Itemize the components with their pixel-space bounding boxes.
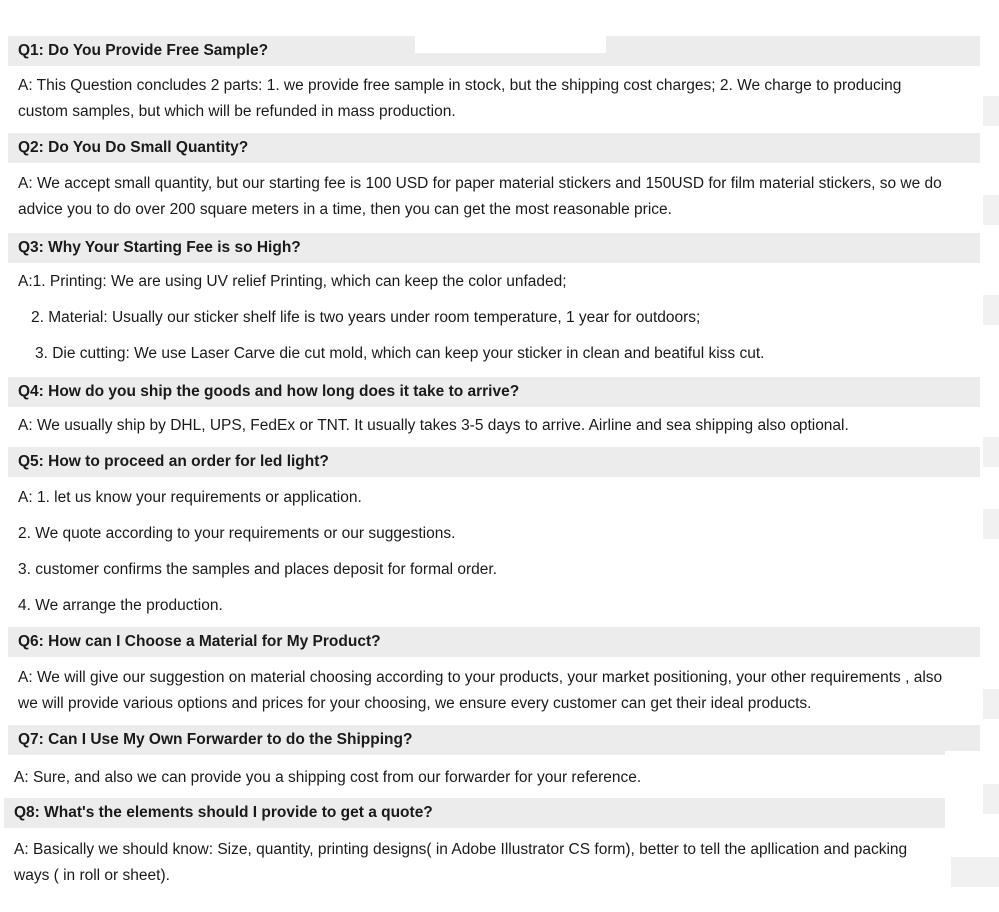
- bar-notch: [945, 751, 980, 755]
- faq-question-5: Q5: How to proceed an order for led light?: [8, 447, 980, 477]
- faq-answer-6-line-2: we will provide various options and prices for your choosing, we ensure every customer can get their ideal products.: [18, 695, 812, 712]
- faq-answer-2-line-2: advice you to do over 200 square meters in a time, then you can get the most reasonable price.: [18, 201, 672, 218]
- faq-question-6: Q6: How can I Choose a Material for My Product?: [8, 627, 980, 657]
- faq-answer-1-line-1: A: This Question concludes 2 parts: 1. we provide free sample in stock, but the shipping cost charges; 2. We charge to producing: [18, 77, 902, 94]
- right-edge-block: [983, 509, 999, 539]
- header-gap: [415, 36, 606, 53]
- faq-question-4: Q4: How do you ship the goods and how long does it take to arrive?: [8, 377, 980, 407]
- faq-question-2: Q2: Do You Do Small Quantity?: [8, 133, 980, 163]
- faq-answer-4-line-1: A: We usually ship by DHL, UPS, FedEx or TNT. It usually takes 3-5 days to arrive. Airline and sea shipping also optional.: [18, 417, 849, 434]
- right-edge-block: [951, 857, 999, 887]
- faq-answer-7-line-1: A: Sure, and also we can provide you a shipping cost from our forwarder for your reference.: [14, 769, 642, 786]
- faq-question-8: Q8: What's the elements should I provide to get a quote?: [4, 798, 945, 828]
- faq-answer-5-line-2: 2. We quote according to your requirements or our suggestions.: [18, 525, 456, 542]
- faq-answer-8-line-1: A: Basically we should know: Size, quantity, printing designs( in Adobe Illustrator CS form), better to tell the apllication and packing: [14, 841, 908, 858]
- faq-answer-8-line-2: ways ( in roll or sheet).: [14, 867, 170, 884]
- faq-answer-5-line-3: 3. customer confirms the samples and places deposit for formal order.: [18, 561, 497, 578]
- right-edge-block: [983, 689, 999, 719]
- faq-answer-6-line-1: A: We will give our suggestion on material choosing according to your products, your market positioning, your other requirements , also: [18, 669, 943, 686]
- right-edge-block: [983, 96, 999, 126]
- faq-answer-5-line-1: A: 1. let us know your requirements or application.: [18, 489, 362, 506]
- faq-answer-3-line-2: 2. Material: Usually our sticker shelf life is two years under room temperature, 1 year for outdoors;: [31, 309, 701, 326]
- right-edge-block: [983, 437, 999, 467]
- right-edge-block: [983, 295, 999, 325]
- faq-question-1: Q1: Do You Provide Free Sample?: [8, 36, 980, 66]
- faq-question-3: Q3: Why Your Starting Fee is so High?: [8, 233, 980, 263]
- faq-question-7: Q7: Can I Use My Own Forwarder to do the Shipping?: [8, 725, 980, 755]
- faq-answer-5-line-4: 4. We arrange the production.: [18, 597, 223, 614]
- faq-answer-3-line-3: 3. Die cutting: We use Laser Carve die cut mold, which can keep your sticker in clean and beatiful kiss cut.: [35, 345, 765, 362]
- faq-answer-1-line-2: custom samples, but which will be refunded in mass production.: [18, 103, 456, 120]
- right-edge-block: [983, 195, 999, 225]
- right-edge-block: [983, 784, 999, 814]
- faq-answer-3-line-1: A:1. Printing: We are using UV relief Printing, which can keep the color unfaded;: [18, 273, 567, 290]
- faq-answer-2-line-1: A: We accept small quantity, but our starting fee is 100 USD for paper material stickers and 150USD for film material stickers, so we do: [18, 175, 942, 192]
